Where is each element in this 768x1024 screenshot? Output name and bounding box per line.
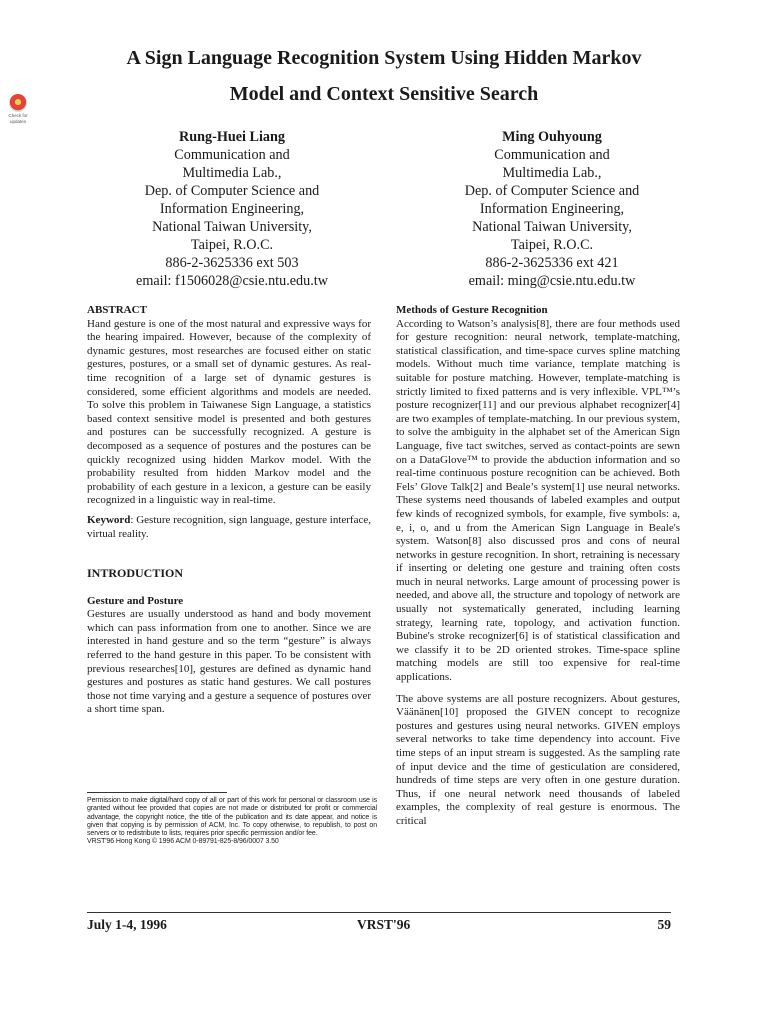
title-line-1: A Sign Language Recognition System Using Hidden Markov xyxy=(126,47,642,69)
author-affiliation-line: Multimedia Lab., xyxy=(182,165,282,181)
footer-venue: VRST'96 xyxy=(357,917,411,932)
methods-heading: Methods of Gesture Recognition xyxy=(396,304,548,316)
author-affiliation-line: Dep. of Computer Science and xyxy=(144,183,320,199)
keyword-label: Keyword xyxy=(87,513,131,526)
paper-title xyxy=(60,40,708,112)
copyright-citation: VRST'96 Hong Kong © 1996 ACM 0-89791-825-8/96/0007 3.50 xyxy=(87,838,279,846)
author-email: email: ming@csie.ntu.edu.tw xyxy=(468,273,636,289)
abstract-heading: ABSTRACT xyxy=(87,304,147,316)
author-phone: 886-2-3625336 ext 421 xyxy=(485,255,619,271)
author-affiliation-line: National Taiwan University, xyxy=(472,219,632,235)
author-phone: 886-2-3625336 ext 503 xyxy=(165,255,299,271)
keyword-paragraph xyxy=(87,514,371,541)
abstract-text: Hand gesture is one of the most natural and expressive ways for the hearing impaired. However, because of the complexity of dynamic gestures, most researches are focused either on static gestures, postures, or a small set of dynamic gestures. As real-time recognition of a large set of dynamic gestures is considered, some efficient algorithms and models are needed. To solve this problem in Taiwanese Sign Language, a statistics based context sensitive model is presented and both gestures and postures can be successfully recognized. A gesture is decomposed as a sequence of postures and the postures can be quickly recognized using hidden Markov model. With the probability resulted from hidden Markov model and the probability of each gesture in a lexicon, a gesture can be easily recognized in a linguistic way in real-time. xyxy=(87,317,371,507)
author-affiliation-line: Communication and xyxy=(174,147,290,163)
author-affiliation-line: National Taiwan University, xyxy=(152,219,312,235)
page-footer xyxy=(87,917,671,937)
keyword-text: : Gesture recognition, sign language, gesture interface, virtual reality. xyxy=(87,513,371,540)
badge-label-1: Check for xyxy=(8,113,28,118)
right-column xyxy=(396,304,680,829)
permission-text: Permission to make digital/hard copy of all or part of this work for personal or classroom use is granted without fee provided that copies are not made or distributed for profit or commercial advantage, the copyright notice, the title of the publication and its date appear, and notice is given that copying is by permission of ACM, Inc. To copy otherwise, to republish, to post on servers or to redistribute to lists, requires prior specific permission and/or fee. xyxy=(87,797,377,838)
footer-divider xyxy=(87,912,671,913)
introduction-heading: INTRODUCTION xyxy=(87,566,184,581)
author-affiliation-line: Information Engineering, xyxy=(479,201,625,217)
author-name: Ming Ouhyoung xyxy=(502,129,602,145)
author-block-1 xyxy=(82,128,382,290)
author-name: Rung-Huei Liang xyxy=(178,129,286,145)
permission-notice xyxy=(87,797,377,847)
author-email: email: f1506028@csie.ntu.edu.tw xyxy=(136,273,328,289)
update-check-icon xyxy=(9,94,27,112)
footnote-divider xyxy=(87,792,227,793)
gesture-posture-subheading: Gesture and Posture xyxy=(87,594,184,607)
author-affiliation-line: Communication and xyxy=(494,147,610,163)
check-for-updates-badge[interactable] xyxy=(6,94,30,124)
left-column xyxy=(87,304,371,717)
author-affiliation-line: Information Engineering, xyxy=(159,201,305,217)
author-affiliation-line: Multimedia Lab., xyxy=(502,165,602,181)
methods-paragraph-1: According to Watson’s analysis[8], there are four methods used for gesture recognition: neural network, template-matching, statistical classification, and time-space curves spline matching models. Without much time variance, template matching is suitable for posture matching. However, template-matching is strictly limited to fixed patterns and is very inflexible. VPL™’s posture recognizer[11] and our previous alphabet recognizer[4] are two examples of template-matching. In our previous system, to solve the ambiguity in the alphabet set of the American Sign Language, five tact switches, served as contact-points are sewn on a DataGlove™ to provide the abduction information and so real-time continuous posture recognition can be achieved. Both Fels’ Glove Talk[2] and Beale’s system[1] use neural networks. These systems need thousands of labeled examples and output few kinds of recognized symbols, for example, five symbols: a, e, i, o, and u from the American Sign Language in Beale's system. Watson[8] also discussed pros and cons of neural networks in gesture recognition. In short, retraining is necessary if inserting or deleting one gesture and training often costs much in neural networks. Large amount of processing power is needed, and above all, the structure and topology of network are usually not systematically generated, including learning strategy, learning rate, topology, and activation function. Bubine's stroke recognizer[6] is of statistical classification and we classify it to be 2D oriented strokes. Time-space spline matching models are still too expensive for real-time applications. xyxy=(396,317,680,684)
title-line-2: Model and Context Sensitive Search xyxy=(229,83,539,105)
author-affiliation-line: Taipei, R.O.C. xyxy=(190,237,274,253)
badge-label-2: updates xyxy=(9,119,26,124)
author-affiliation-line: Dep. of Computer Science and xyxy=(464,183,640,199)
introduction-text: Gestures are usually understood as hand and body movement which can pass information from one to another. Since we are interested in hand gesture and so the term “gesture” is always referred to the hand gesture in this paper. To be consistent with previous researches[10], gestures are defined as dynamic hand gestures and postures as static hand gestures. We call postures those not time varying and a gesture a sequence of postures over a short time span. xyxy=(87,608,371,716)
author-affiliation-line: Taipei, R.O.C. xyxy=(510,237,594,253)
author-block-2 xyxy=(402,128,702,290)
methods-paragraph-2: The above systems are all posture recognizers. About gestures, Väänänen[10] proposed the GIVEN concept to recognize postures and gestures using neural networks. GIVEN employs several networks to take time dependency into account. Five time steps of an input stream is suggested. As the sampling rate of input device and the time of gesticulation are considered, hundreds of time steps are very often in one gesture duration. Thus, if one neural network need thousands of labeled examples, the complexity of real gesture is enormous. The critical xyxy=(396,692,680,827)
footer-date: July 1-4, 1996 xyxy=(87,917,167,932)
page-number: 59 xyxy=(657,917,671,932)
